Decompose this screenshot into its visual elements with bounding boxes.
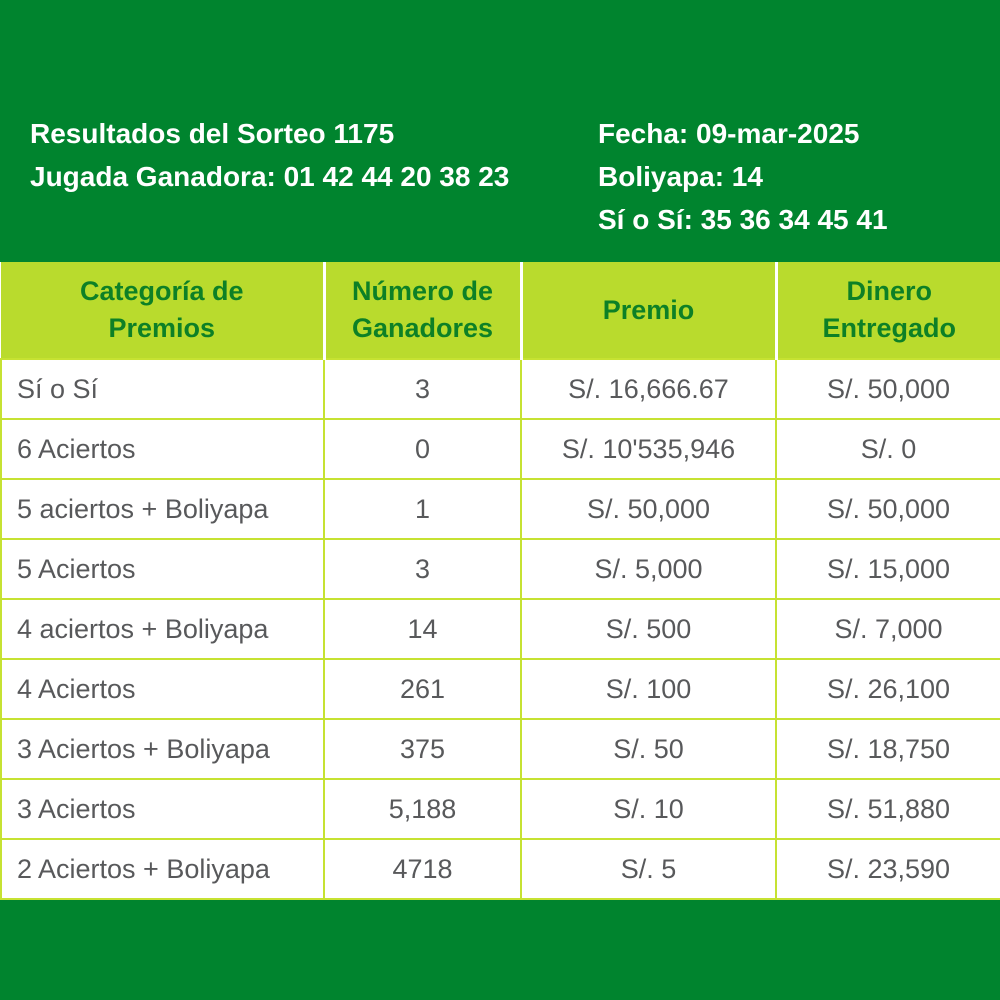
column-header-dinero bbox=[776, 262, 1000, 359]
table-row bbox=[1, 539, 1000, 599]
cell-ganadores: 375 bbox=[324, 719, 521, 779]
table-row bbox=[1, 599, 1000, 659]
column-header-dinero-label: Dinero Entregado bbox=[822, 276, 956, 343]
cell-dinero: S/. 18,750 bbox=[776, 719, 1000, 779]
table-row bbox=[1, 659, 1000, 719]
cell-ganadores: 261 bbox=[324, 659, 521, 719]
cell-dinero: S/. 7,000 bbox=[776, 599, 1000, 659]
header-row bbox=[1, 262, 1000, 359]
cell-dinero: S/. 50,000 bbox=[776, 479, 1000, 539]
table-row bbox=[1, 719, 1000, 779]
cell-premio: S/. 50 bbox=[521, 719, 776, 779]
cell-dinero: S/. 15,000 bbox=[776, 539, 1000, 599]
cell-premio: S/. 16,666.67 bbox=[521, 359, 776, 419]
top-banner bbox=[0, 0, 1000, 262]
cell-premio: S/. 5 bbox=[521, 839, 776, 899]
table-row bbox=[1, 779, 1000, 839]
table-row bbox=[1, 419, 1000, 479]
cell-dinero: S/. 50,000 bbox=[776, 359, 1000, 419]
cell-dinero: S/. 26,100 bbox=[776, 659, 1000, 719]
winning-play-line: Jugada Ganadora: 01 42 44 20 38 23 bbox=[30, 161, 510, 192]
cell-categoria: 5 Aciertos bbox=[1, 539, 324, 599]
cell-dinero: S/. 0 bbox=[776, 419, 1000, 479]
cell-premio: S/. 10 bbox=[521, 779, 776, 839]
column-header-premio bbox=[521, 262, 776, 359]
column-header-ganadores bbox=[324, 262, 521, 359]
cell-premio: S/. 500 bbox=[521, 599, 776, 659]
cell-premio: S/. 5,000 bbox=[521, 539, 776, 599]
table-row bbox=[1, 839, 1000, 899]
cell-ganadores: 14 bbox=[324, 599, 521, 659]
cell-ganadores: 5,188 bbox=[324, 779, 521, 839]
results-title: Resultados del Sorteo 1175 bbox=[30, 118, 395, 149]
results-table-body bbox=[1, 359, 1000, 899]
si-o-si-line: Sí o Sí: 35 36 34 45 41 bbox=[598, 204, 888, 235]
cell-categoria: 4 Aciertos bbox=[1, 659, 324, 719]
cell-ganadores: 3 bbox=[324, 359, 521, 419]
results-table bbox=[0, 262, 1000, 900]
cell-ganadores: 3 bbox=[324, 539, 521, 599]
column-header-ganadores-label: Número de Ganadores bbox=[351, 276, 494, 343]
cell-dinero: S/. 23,590 bbox=[776, 839, 1000, 899]
column-header-categoria-label: Categoría de Premios bbox=[79, 276, 244, 343]
cell-dinero: S/. 51,880 bbox=[776, 779, 1000, 839]
cell-premio: S/. 100 bbox=[521, 659, 776, 719]
date-line: Fecha: 09-mar-2025 bbox=[598, 118, 860, 149]
draw-info-block bbox=[30, 112, 509, 198]
cell-categoria: Sí o Sí bbox=[1, 359, 324, 419]
cell-ganadores: 1 bbox=[324, 479, 521, 539]
column-header-categoria bbox=[1, 262, 324, 359]
cell-categoria: 6 Aciertos bbox=[1, 419, 324, 479]
cell-categoria: 3 Aciertos bbox=[1, 779, 324, 839]
cell-categoria: 5 aciertos + Boliyapa bbox=[1, 479, 324, 539]
bottom-banner bbox=[0, 900, 1000, 1000]
results-table-header bbox=[1, 262, 1000, 359]
cell-ganadores: 4718 bbox=[324, 839, 521, 899]
draw-meta-block bbox=[598, 112, 888, 241]
cell-premio: S/. 50,000 bbox=[521, 479, 776, 539]
cell-categoria: 2 Aciertos + Boliyapa bbox=[1, 839, 324, 899]
cell-categoria: 3 Aciertos + Boliyapa bbox=[1, 719, 324, 779]
cell-ganadores: 0 bbox=[324, 419, 521, 479]
column-header-premio-label: Premio bbox=[602, 294, 695, 325]
table-row bbox=[1, 359, 1000, 419]
cell-premio: S/. 10'535,946 bbox=[521, 419, 776, 479]
table-row bbox=[1, 479, 1000, 539]
boliyapa-line: Boliyapa: 14 bbox=[598, 161, 763, 192]
cell-categoria: 4 aciertos + Boliyapa bbox=[1, 599, 324, 659]
